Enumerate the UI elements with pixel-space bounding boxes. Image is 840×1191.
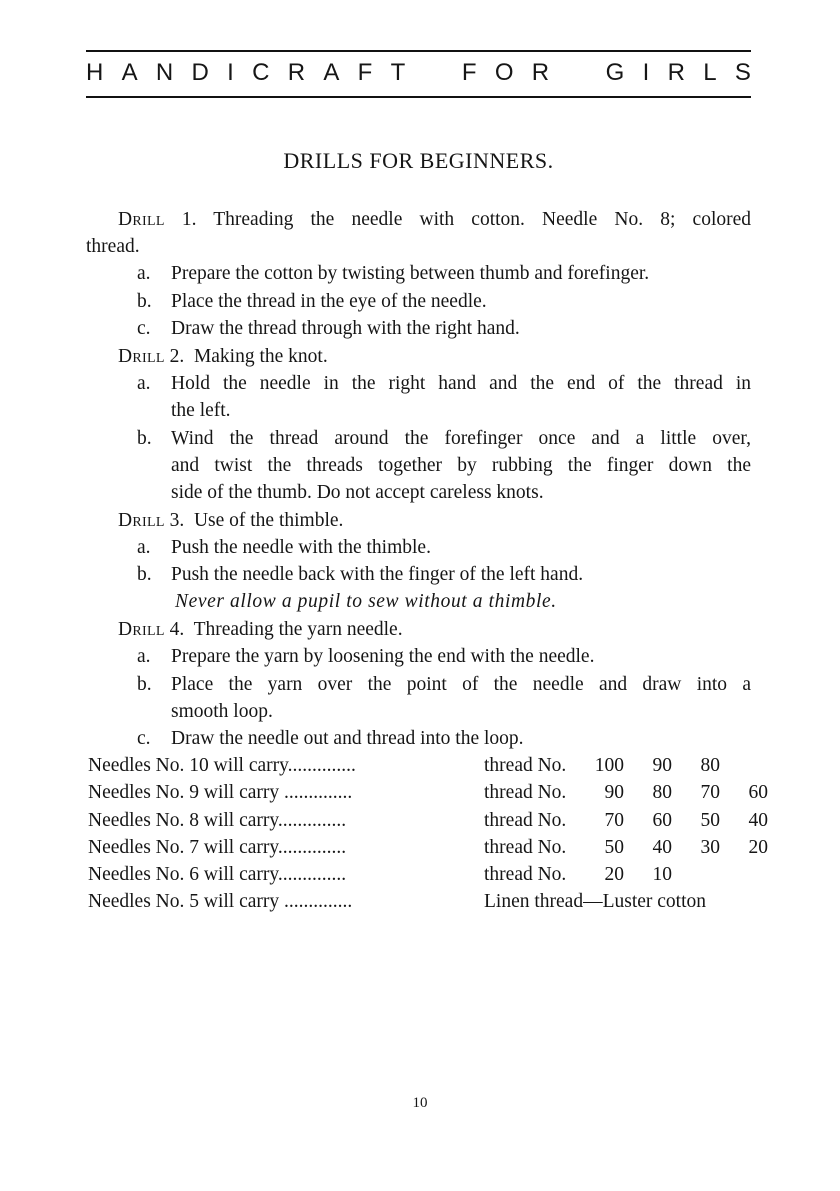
- drill-2-step-b-line2: and twist the threads together by rubbing the finger down the: [171, 455, 751, 476]
- page-number: 10: [412, 1095, 428, 1111]
- drill-text: Use of the thimble.: [193, 510, 344, 531]
- drill-4-step-b-line2: smooth loop.: [171, 701, 273, 722]
- thread-number: 80: [700, 755, 720, 776]
- thread-label: thread No.: [484, 837, 567, 858]
- thread-label: thread No.: [484, 810, 567, 831]
- drill-label: Drill: [118, 619, 165, 640]
- thread-number: 20: [604, 864, 624, 885]
- drill-3-step-a: [137, 537, 431, 558]
- drill-1-step-c: [137, 318, 520, 339]
- running-head-letter: S: [734, 59, 751, 86]
- step-marker: b.: [137, 291, 152, 312]
- thread-number: 30: [700, 837, 720, 858]
- thread-number: 60: [652, 810, 672, 831]
- thread-number: 70: [700, 782, 720, 803]
- running-head-letter: N: [155, 59, 174, 86]
- drill-number: 4.: [169, 619, 185, 640]
- drill-4-step-a: [137, 646, 595, 667]
- page-title: DRILLS FOR BEGINNERS.: [283, 148, 554, 173]
- thread-number: 50: [700, 810, 720, 831]
- running-head-letter: T: [390, 59, 406, 86]
- step-marker: a.: [137, 646, 151, 667]
- drill-3-note: Never allow a pupil to sew without a thimble.: [175, 591, 557, 612]
- thread-number: 90: [604, 782, 624, 803]
- step-text: Prepare the cotton by twisting between thumb and forefinger.: [171, 263, 650, 284]
- header-rule-top: [86, 50, 751, 52]
- running-head-gap: [424, 59, 444, 87]
- step-marker: a.: [137, 263, 151, 284]
- drill-3-heading: [118, 511, 343, 531]
- drill-label: Drill: [118, 510, 165, 531]
- running-head-gap: [567, 59, 587, 87]
- drill-text: Making the knot.: [193, 346, 328, 367]
- drill-2-step-b-line1: Wind the thread around the forefinger once and a little over,: [171, 428, 751, 449]
- step-text: Push the needle with the thimble.: [171, 537, 431, 558]
- drill-4-step-b-marker: b.: [137, 674, 152, 695]
- running-head-letter: C: [252, 59, 270, 86]
- thread-label: thread No.: [484, 782, 567, 803]
- step-text: Place the thread in the eye of the needle.: [171, 291, 487, 312]
- running-head-letter: R: [667, 59, 685, 86]
- step-marker: c.: [137, 318, 151, 339]
- drill-1-continuation: thread.: [86, 236, 140, 257]
- needle-size: Needles No. 9 will carry ..............: [88, 782, 353, 803]
- step-text: Prepare the yarn by loosening the end with the needle.: [171, 646, 595, 667]
- thread-number: 60: [748, 782, 768, 803]
- thread-number: 90: [652, 755, 672, 776]
- drill-1-heading: [118, 210, 751, 230]
- thread-number: 40: [748, 810, 768, 831]
- running-head-letter: D: [191, 59, 209, 86]
- drill-4-step-b-line1: Place the yarn over the point of the needle and draw into a: [171, 674, 751, 695]
- step-text: Draw the thread through with the right hand.: [171, 318, 520, 339]
- needle-size: Needles No. 7 will carry..............: [88, 837, 347, 858]
- drill-number: 3.: [169, 510, 185, 531]
- thread-label: thread No.: [484, 755, 567, 776]
- running-head-letter: F: [357, 59, 373, 86]
- thread-number: 20: [748, 837, 768, 858]
- step-text: Push the needle back with the finger of the left hand.: [171, 564, 584, 585]
- thread-number: 50: [604, 837, 624, 858]
- needle-size: Needles No. 5 will carry ..............: [88, 891, 353, 912]
- step-marker: a.: [137, 537, 151, 558]
- drill-4-heading: [118, 620, 403, 640]
- drill-1-step-b: [137, 291, 487, 312]
- thread-number: 70: [604, 810, 624, 831]
- drill-text: Threading the needle with cotton. Needle No. 8; colored: [213, 209, 752, 230]
- header-rule-bottom: [86, 96, 751, 98]
- needle-size: Needles No. 8 will carry..............: [88, 810, 347, 831]
- drill-number: 2.: [169, 346, 185, 367]
- thread-number: 100: [594, 755, 624, 776]
- running-head-letter: L: [703, 59, 717, 86]
- drill-2-step-a-line1: Hold the needle in the right hand and the end of the thread in: [171, 373, 751, 394]
- drill-4-step-c: [137, 728, 524, 749]
- step-marker: c.: [137, 728, 151, 749]
- running-head-letter: O: [494, 59, 514, 86]
- thread-number: 40: [652, 837, 672, 858]
- running-head-letter: I: [642, 59, 650, 86]
- thread-label: thread No.: [484, 864, 567, 885]
- running-head-letter: F: [461, 59, 477, 86]
- running-head-letter: H: [86, 59, 104, 86]
- running-head: [86, 59, 751, 87]
- running-head-letter: G: [605, 59, 625, 86]
- thread-number: 80: [652, 782, 672, 803]
- running-head-letter: A: [323, 59, 340, 86]
- drill-label: Drill: [118, 209, 165, 230]
- running-head-letter: R: [287, 59, 306, 86]
- thread-label: Linen thread—Luster cotton: [484, 891, 707, 912]
- thread-number: 10: [652, 864, 672, 885]
- drill-2-heading: [118, 347, 328, 367]
- step-marker: b.: [137, 564, 152, 585]
- needle-size: Needles No. 10 will carry..............: [88, 755, 356, 776]
- step-text: Draw the needle out and thread into the loop.: [171, 728, 524, 749]
- running-head-letter: R: [531, 59, 550, 86]
- drill-1-step-a: [137, 263, 650, 284]
- needle-size: Needles No. 6 will carry..............: [88, 864, 347, 885]
- drill-3-step-b: [137, 564, 584, 585]
- drill-2-step-a-marker: a.: [137, 373, 151, 394]
- drill-2-step-b-line3: side of the thumb. Do not accept careless knots.: [171, 482, 544, 503]
- running-head-letter: A: [121, 59, 138, 86]
- running-head-letter: I: [227, 59, 234, 86]
- drill-2-step-b-marker: b.: [137, 428, 152, 449]
- drill-number: 1.: [181, 209, 197, 230]
- drill-label: Drill: [118, 346, 165, 367]
- drill-text: Threading the yarn needle.: [193, 619, 403, 640]
- drill-2-step-a-line2: the left.: [171, 400, 231, 421]
